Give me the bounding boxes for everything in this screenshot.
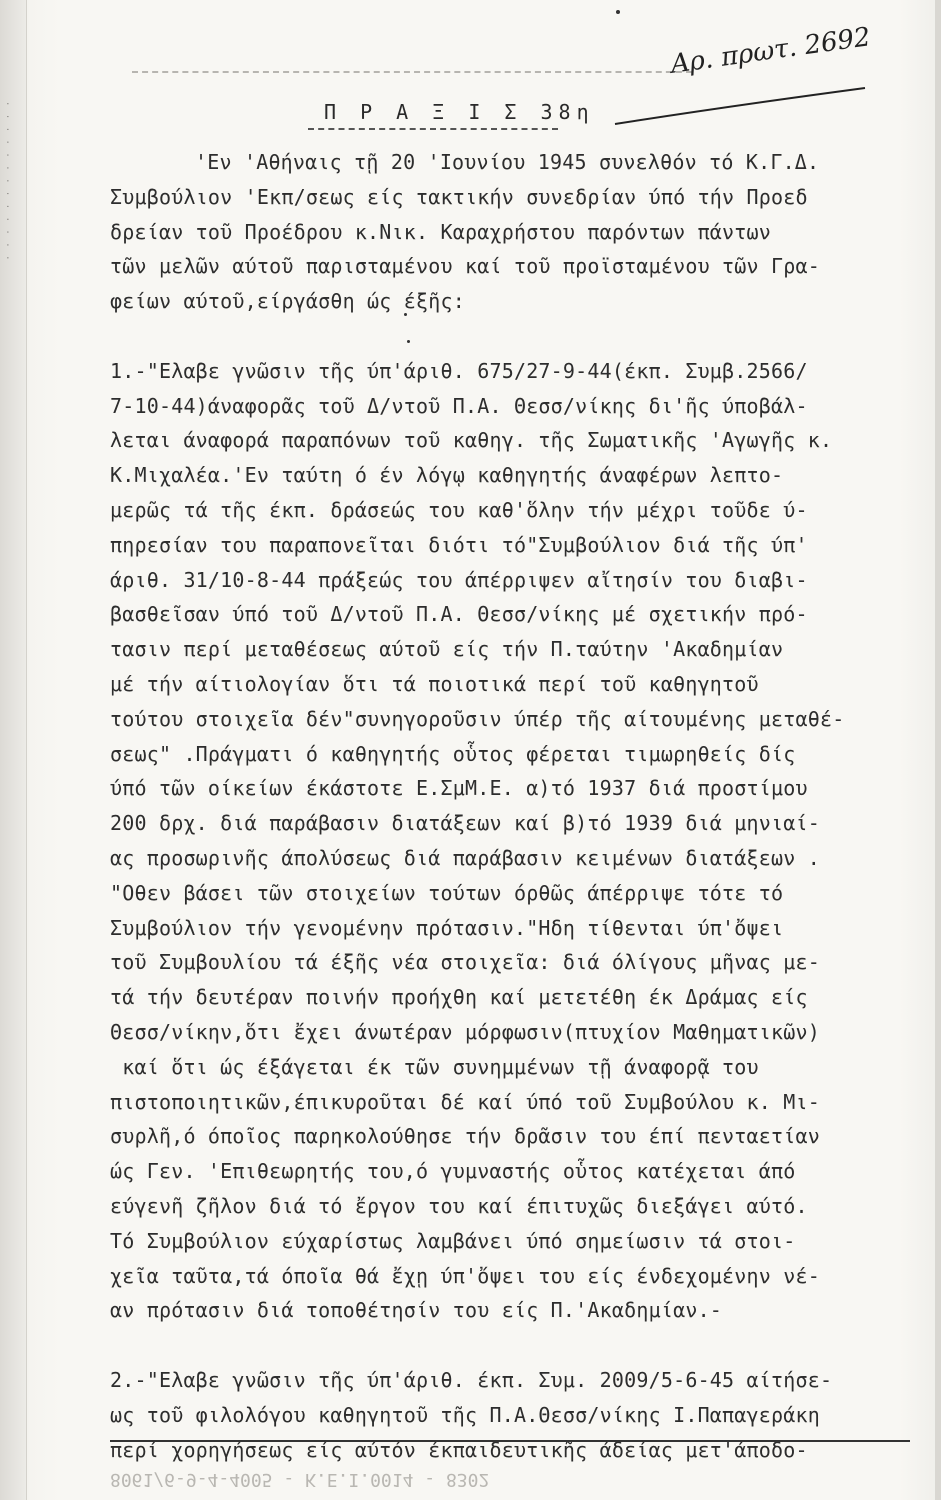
text-line: τοῦ Συμβουλίου τά έξῆς νέα στοιχεῖα: διά όλίγους μῆνας με- xyxy=(110,950,820,975)
text-line: Θεσσ/νίκην,ὅτι ἔχει άνωτέραν μόρφωσιν(πτυχίον Μαθηματικῶν) xyxy=(110,1020,820,1044)
text-line: ας προσωρινῆς άπολύσεως διά παράβασιν κειμένων διατάξεων . xyxy=(110,846,820,870)
scan-right-edge xyxy=(935,0,941,1500)
text-line: πιστοποιητικῶν,έπικυροῦται δέ καί ύπό τοῦ Συμβούλου κ. Μι- xyxy=(110,1089,820,1114)
text-line: ώς Γεν. 'Επιθεωρητής του,ό γυμναστής οὗτος κατέχεται άπό xyxy=(110,1159,796,1184)
text-line: μέ τήν αίτιολογίαν ὅτι τά ποιοτικά περί τοῦ καθηγητοῦ xyxy=(110,672,759,696)
text-line: Συμβούλιον 'Εκπ/σεως είς τακτικήν συνεδρίαν ύπό τήν Προεδ xyxy=(110,184,808,209)
handwritten-protocol-number: Αρ. πρωτ. 2692 xyxy=(668,22,873,80)
text-line: 2.-"Ελαβε γνῶσιν τῆς ύπ'άριθ. έκπ. Συμ. 2009/5-6-45 αίτήσε- xyxy=(110,1368,833,1392)
text-line: σεως" .Πράγματι ό καθηγητής οὗτος φέρεται τιμωρηθείς δίς xyxy=(110,741,796,766)
text-line: συρλῆ,ό όποῖος παρηκολούθησε τήν δρᾶσιν του έπί πενταετίαν xyxy=(110,1124,820,1149)
edge-stamp-text: · · · · · · · · · · · · · xyxy=(4,100,14,261)
text-line: αν πρότασιν διά τοποθέτησίν του είς Π.'Ακαδημίαν.- xyxy=(110,1298,723,1323)
text-line: χεῖα ταῦτα,τά όποῖα θά ἔχῃ ύπ'ὄψει του είς ένδεχομένην νέ- xyxy=(110,1263,820,1288)
text-line: βασθεῖσαν ύπό τοῦ Δ/ντοῦ Π.Α. Θεσσ/νίκης μέ σχετικήν πρό- xyxy=(110,602,808,627)
ink-dot xyxy=(616,10,620,14)
text-line: Κ.Μιχαλέα.'Εν ταύτη ό έν λόγῳ καθηγητής άναφέρων λεπτο- xyxy=(110,463,784,488)
text-line: 1.-"Ελαβε γνῶσιν τῆς ύπ'άριθ. 675/27-9-44(έκπ. Συμβ.2566/ xyxy=(110,358,808,383)
bottom-rule xyxy=(110,1440,910,1442)
text-line: τῶν μελῶν αύτοῦ παρισταμένου καί τοῦ προϊσταμένου τῶν Γρα- xyxy=(110,254,820,279)
text-line: τούτου στοιχεῖα δέν"συνηγοροῦσιν ύπέρ τῆς αίτουμένης μεταθέ- xyxy=(110,706,845,731)
text-line: λεται άναφορά παραπόνων τοῦ καθηγ. τῆς Σωματικῆς 'Αγωγῆς κ. xyxy=(110,428,833,453)
text-line: "Οθεν βάσει τῶν στοιχείων τούτων όρθῶς άπέρριψε τότε τό xyxy=(110,880,784,905)
handwritten-stroke xyxy=(610,86,870,126)
text-line: περί χορηγήσεως είς αύτόν έκπαιδευτικῆς άδείας μετ'άποδο- xyxy=(110,1437,808,1462)
text-line: Τό Συμβούλιον εύχαρίστως λαμβάνει ύπό σημείωσιν τά στοι- xyxy=(110,1228,796,1253)
text-line: εύγενῆ ζῆλον διά τό ἔργον του καί έπιτυχῶς διεξάγει αύτό. xyxy=(110,1194,808,1218)
text-line: τασιν περί μεταθέσεως αύτοῦ είς τήν Π.ταύτην 'Ακαδημίαν xyxy=(110,637,784,662)
text-line: ύπό τῶν οίκείων έκάστοτε Ε.ΣμΜ.Ε. α)τό 1937 διά προστίμου xyxy=(110,776,808,801)
ink-dot xyxy=(404,313,407,316)
text-line: άριθ. 31/10-8-44 πράξεώς του άπέρριψεν αἴτησίν του διαβι- xyxy=(110,567,808,592)
bleed-through-text: 8061/6-9-4-4005 - Κ.Ε.Ι.0014 - 8302 xyxy=(110,1469,490,1490)
text-line: 7-10-44)άναφορᾶς τοῦ Δ/ντοῦ Π.Α. Θεσσ/νίκης δι'ῆς ύποβάλ- xyxy=(110,393,808,418)
text-line: μερῶς τά τῆς έκπ. δράσεώς του καθ'ὅλην τήν μέχρι τοῦδε ύ- xyxy=(110,498,808,522)
text-line: φείων αύτοῦ,είργάσθη ώς έξῆς: xyxy=(110,289,465,314)
text-line: Συμβούλιον τήν γενομένην πρότασιν."Ηδη τίθενται ύπ'ὄψει xyxy=(110,915,784,940)
text-line: 'Εν 'Αθήναις τῇ 20 'Ιουνίου 1945 συνελθόν τό Κ.Γ.Δ. xyxy=(195,150,820,174)
text-line: 200 δρχ. διά παράβασιν διατάξεων καί β)τό 1939 διά μηνιαί- xyxy=(110,811,820,836)
text-line: τά τήν δευτέραν ποινήν προήχθη καί μετετέθη έκ Δράμας είς xyxy=(110,985,808,1010)
header-dashed-rule xyxy=(132,71,692,73)
text-line: ως τοῦ φιλολόγου καθηγητοῦ τῆς Π.Α.Θεσσ/νίκης Ι.Παπαγεράκη xyxy=(110,1402,820,1427)
ink-dot xyxy=(407,340,410,343)
text-line: καί ὅτι ώς έξάγεται έκ τῶν συνημμένων τῇ άναφορᾷ του xyxy=(110,1054,759,1079)
scan-left-edge xyxy=(0,0,27,1500)
text-line: δρείαν τοῦ Προέδρου κ.Νικ. Καραχρήστου παρόντων πάντων xyxy=(110,219,772,244)
title-underline xyxy=(308,128,558,130)
text-line: πηρεσίαν του παραπονεῖται διότι τό"Συμβούλιον διά τῆς ύπ' xyxy=(110,532,808,557)
document-title: Π Ρ Α Ξ Ι Σ 38η xyxy=(324,100,595,124)
